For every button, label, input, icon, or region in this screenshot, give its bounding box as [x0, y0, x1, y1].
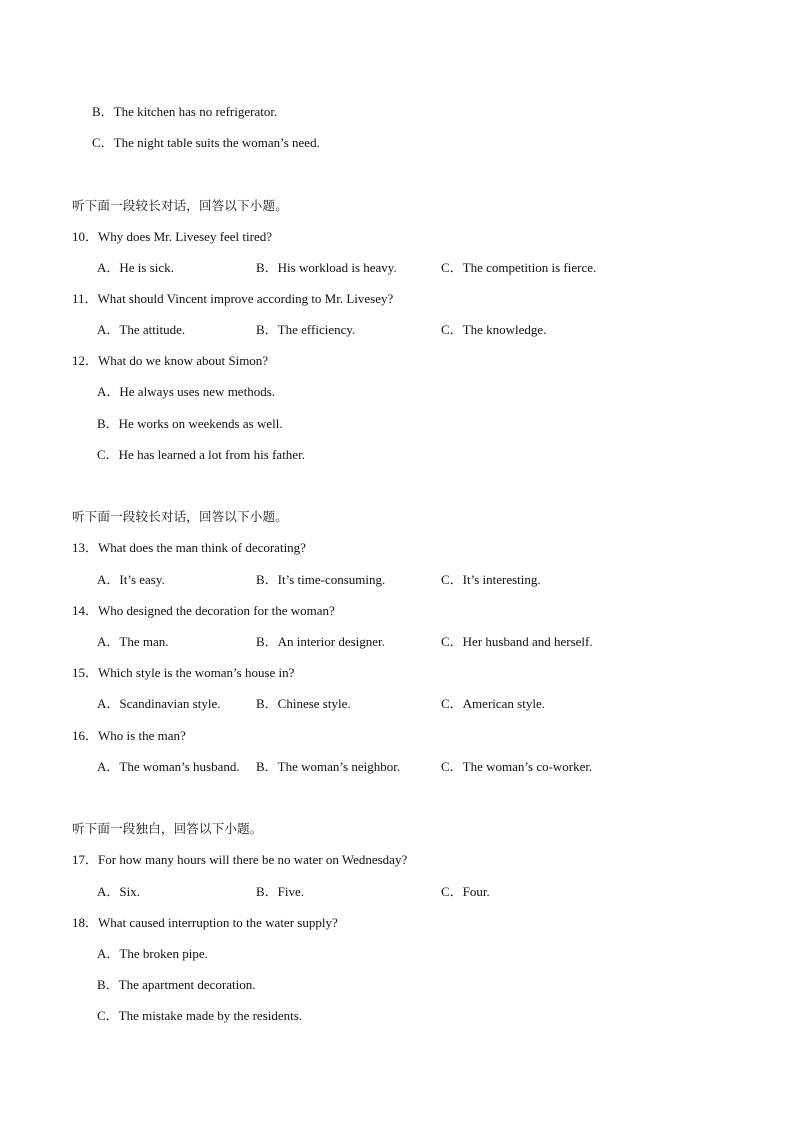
question-number: 12．	[72, 353, 99, 368]
question-number: 13．	[72, 540, 99, 555]
option-c: C．Her husband and herself.	[441, 634, 593, 649]
option-label: C．	[92, 135, 114, 150]
option-b: B．The apartment decoration.	[97, 977, 256, 992]
option-a: A．The woman’s husband.	[97, 759, 240, 774]
question-number: 10．	[72, 229, 99, 244]
question-text: Who is the man?	[98, 728, 186, 743]
question-number: 16．	[72, 728, 99, 743]
option-c: C．The competition is fierce.	[441, 260, 597, 275]
question-stem	[72, 852, 407, 868]
option-c: C．He has learned a lot from his father.	[97, 447, 305, 462]
section-heading: 听下面一段较长对话，回答以下小题。	[72, 198, 288, 213]
option-a: A．It’s easy.	[97, 572, 165, 587]
question-stem	[72, 229, 272, 245]
option-a: A．The man.	[97, 634, 169, 649]
question-number: 14．	[72, 603, 99, 618]
option-c: C．The woman’s co-worker.	[441, 759, 593, 774]
option-b: B．It’s time-consuming.	[256, 572, 386, 587]
option-a: A．Scandinavian style.	[97, 696, 221, 711]
question-stem	[72, 665, 294, 681]
question-text: For how many hours will there be no water on Wednesday?	[98, 852, 408, 867]
question-number: 11．	[72, 291, 98, 306]
option-label: B．	[92, 104, 114, 119]
option-a: A．The broken pipe.	[97, 946, 208, 961]
option-a: A．Six.	[97, 884, 140, 899]
section-heading: 听下面一段较长对话，回答以下小题。	[72, 509, 288, 524]
question-stem	[72, 291, 393, 307]
option-b: B．The woman’s neighbor.	[256, 759, 401, 774]
option-a: A．He always uses new methods.	[97, 384, 275, 399]
option-c: C．The knowledge.	[441, 322, 547, 337]
option-c: C．It’s interesting.	[441, 572, 541, 587]
question-stem	[72, 728, 186, 744]
question-text: What should Vincent improve according to Mr. Livesey?	[97, 291, 394, 306]
option-text: The kitchen has no refrigerator.	[113, 104, 278, 119]
question-text: Why does Mr. Livesey feel tired?	[98, 229, 273, 244]
question-number: 17．	[72, 852, 99, 867]
option-line	[92, 135, 320, 151]
option-a: A．The attitude.	[97, 322, 186, 337]
option-b: B．An interior designer.	[256, 634, 385, 649]
option-b: B．Five.	[256, 884, 305, 899]
option-b: B．He works on weekends as well.	[97, 416, 283, 431]
option-line	[92, 104, 277, 120]
question-text: What caused interruption to the water supply?	[98, 915, 338, 930]
option-text: The night table suits the woman’s need.	[113, 135, 320, 150]
option-c: C．American style.	[441, 696, 545, 711]
question-text: What does the man think of decorating?	[98, 540, 306, 555]
question-number: 15．	[72, 665, 99, 680]
question-text: Who designed the decoration for the woman?	[98, 603, 335, 618]
option-b: B．The efficiency.	[256, 322, 356, 337]
option-b: B．His workload is heavy.	[256, 260, 397, 275]
option-a: A．He is sick.	[97, 260, 174, 275]
question-text: What do we know about Simon?	[98, 353, 269, 368]
question-stem	[72, 603, 335, 619]
question-number: 18．	[72, 915, 99, 930]
question-stem	[72, 915, 338, 931]
question-text: Which style is the woman’s house in?	[98, 665, 295, 680]
option-c: C．Four.	[441, 884, 490, 899]
option-c: C．The mistake made by the residents.	[97, 1008, 303, 1023]
section-heading: 听下面一段独白，回答以下小题。	[72, 821, 263, 836]
question-stem	[72, 353, 268, 369]
question-stem	[72, 540, 306, 556]
option-b: B．Chinese style.	[256, 696, 351, 711]
